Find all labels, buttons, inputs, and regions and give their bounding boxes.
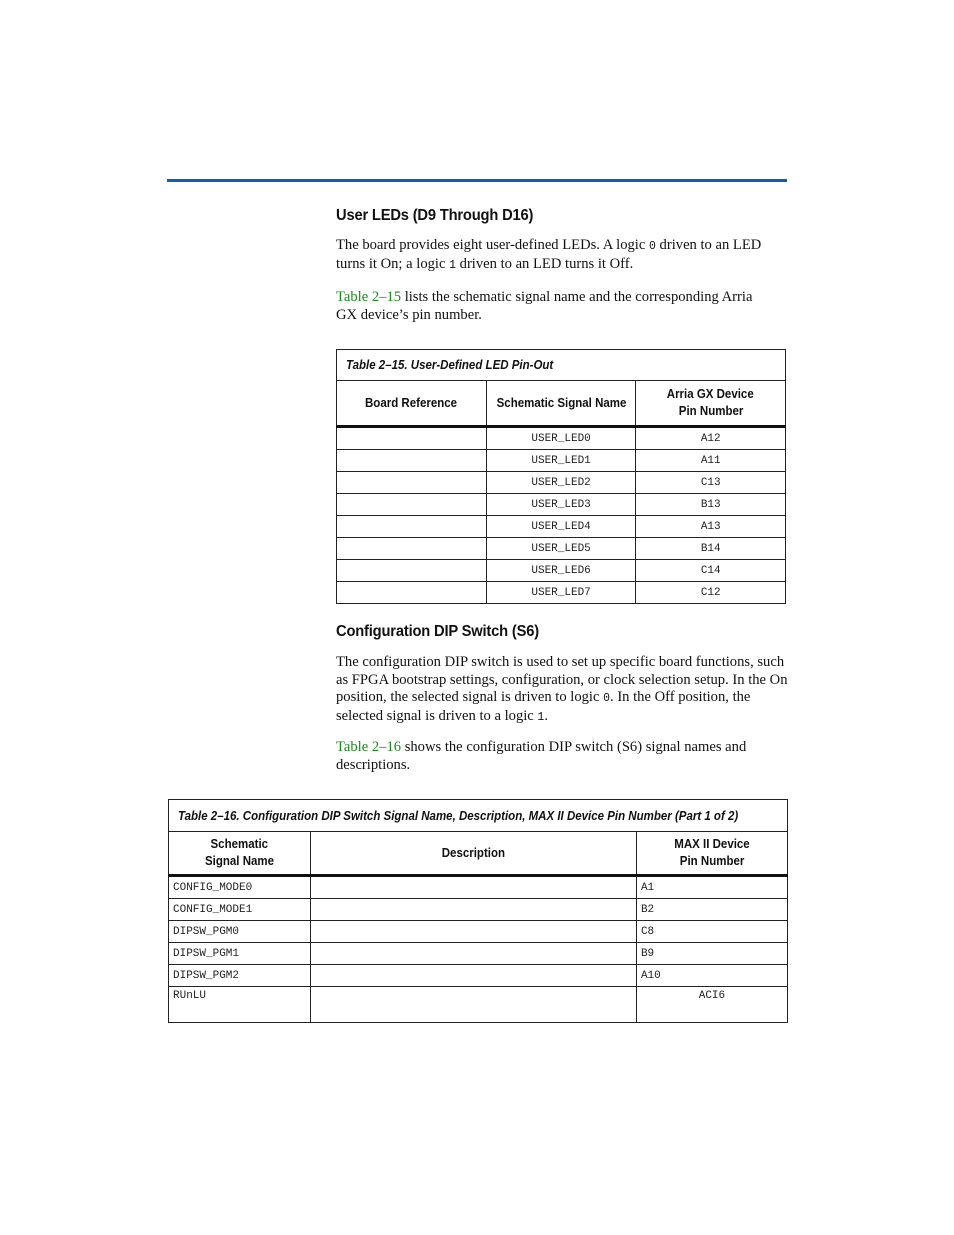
signal-cell: USER_LED5 — [486, 538, 636, 560]
table-row — [169, 987, 788, 1023]
board-reference-cell — [337, 427, 487, 450]
table-2-16-link[interactable]: Table 2–16 — [336, 739, 402, 755]
board-reference-cell — [337, 494, 487, 516]
pin-cell: A11 — [636, 450, 786, 472]
table-2-15-reference-paragraph — [336, 289, 756, 324]
board-reference-cell — [337, 560, 487, 582]
board-reference-cell — [337, 516, 487, 538]
table-caption — [169, 800, 788, 832]
pin-cell: B13 — [636, 494, 786, 516]
table-row — [169, 943, 788, 965]
pin-cell: A13 — [636, 516, 786, 538]
text: The configuration DIP switch is used to set up specific board functions, such as FPGA bootstrap settings, configuration, or clock selection setup. In the On position, the selected signal is driven to logic — [336, 654, 788, 705]
pin-cell: B2 — [636, 899, 787, 921]
signal-cell: RUnLU — [169, 987, 311, 1023]
table-row — [337, 516, 786, 538]
signal-cell: USER_LED1 — [486, 450, 636, 472]
header-text: Schematic — [210, 837, 269, 851]
pin-cell: ACI6 — [636, 987, 787, 1023]
description-cell — [310, 876, 636, 899]
column-header-description — [310, 832, 636, 876]
signal-cell: USER_LED3 — [486, 494, 636, 516]
signal-cell: CONFIG_MODE0 — [169, 876, 311, 899]
config-dip-paragraph — [336, 654, 791, 726]
board-reference-cell — [337, 472, 487, 494]
header-text: Signal Name — [204, 854, 274, 868]
text: shows the configuration DIP switch (S6) signal names and descriptions. — [336, 739, 747, 773]
pin-cell: A12 — [636, 427, 786, 450]
header-text: Pin Number — [678, 404, 743, 418]
signal-cell: DIPSW_PGM1 — [169, 943, 311, 965]
table-row — [337, 560, 786, 582]
caption-text: Table 2–15. User-Defined LED Pin-Out — [346, 358, 554, 372]
table-2-15-link[interactable]: Table 2–15 — [336, 289, 402, 305]
pin-cell: C12 — [636, 582, 786, 604]
code-logic-0: 0 — [649, 240, 656, 253]
board-reference-cell — [337, 450, 487, 472]
signal-cell: USER_LED0 — [486, 427, 636, 450]
text: . In the Off position, the selected signal is driven to a logic — [336, 689, 751, 724]
signal-cell: USER_LED6 — [486, 560, 636, 582]
table-row — [337, 472, 786, 494]
pin-cell: C13 — [636, 472, 786, 494]
column-header-board-reference — [337, 381, 487, 427]
text: . — [544, 707, 548, 724]
header-text: Pin Number — [679, 854, 745, 868]
pin-cell: C8 — [636, 921, 787, 943]
signal-cell: USER_LED7 — [486, 582, 636, 604]
table-row — [169, 899, 788, 921]
pin-cell: A1 — [636, 876, 787, 899]
table-row — [169, 965, 788, 987]
pin-cell: C14 — [636, 560, 786, 582]
board-reference-cell — [337, 582, 487, 604]
description-cell — [310, 921, 636, 943]
user-leds-paragraph — [336, 237, 791, 274]
code-logic-1: 1 — [537, 710, 545, 724]
code-logic-0: 0 — [603, 692, 611, 705]
description-cell — [310, 899, 636, 921]
text: lists the schematic signal name and the corresponding Arria GX device’s pin number. — [336, 289, 753, 323]
table-row — [337, 582, 786, 604]
table-row — [337, 538, 786, 560]
signal-cell: DIPSW_PGM0 — [169, 921, 311, 943]
description-cell — [310, 965, 636, 987]
text: driven to an LED turns it Off. — [456, 255, 634, 272]
section-heading-config-dip-switch: Configuration DIP Switch (S6) — [336, 623, 539, 640]
caption-text: Table 2–16. Configuration DIP Switch Signal Name, Description, MAX II Device Pin Number (Part 1 of 2) — [178, 808, 739, 823]
column-header-pin-number — [636, 381, 786, 427]
column-header-signal-name — [486, 381, 636, 427]
table-row — [337, 494, 786, 516]
table-2-16-reference-paragraph — [336, 739, 776, 774]
header-text: Description — [441, 845, 506, 860]
description-cell — [310, 943, 636, 965]
table-caption — [337, 350, 786, 381]
header-rule — [167, 179, 787, 182]
table-row — [169, 876, 788, 899]
table-row — [169, 921, 788, 943]
config-dip-switch-table — [168, 799, 788, 1023]
column-header-pin-number — [636, 832, 787, 876]
table-row — [337, 450, 786, 472]
section-heading-user-leds: User LEDs (D9 Through D16) — [336, 207, 534, 224]
signal-cell: USER_LED4 — [486, 516, 636, 538]
code-logic-1: 1 — [449, 258, 456, 272]
text: The board provides eight user-defined LEDs. A logic — [336, 237, 649, 253]
table-row — [337, 427, 786, 450]
header-text: Board Reference — [365, 395, 458, 410]
led-pinout-table — [336, 349, 786, 604]
column-header-signal-name — [169, 832, 311, 876]
pin-cell: A10 — [636, 965, 787, 987]
pin-cell: B14 — [636, 538, 786, 560]
pin-cell: B9 — [636, 943, 787, 965]
header-text: MAX II Device — [674, 837, 750, 851]
signal-cell: CONFIG_MODE1 — [169, 899, 311, 921]
description-cell — [310, 987, 636, 1023]
signal-cell: USER_LED2 — [486, 472, 636, 494]
text: driven to an LED turns it On; a logic — [336, 237, 762, 272]
header-text: Schematic Signal Name — [496, 395, 626, 410]
signal-cell: DIPSW_PGM2 — [169, 965, 311, 987]
board-reference-cell — [337, 538, 487, 560]
header-text: Arria GX Device — [667, 387, 755, 401]
